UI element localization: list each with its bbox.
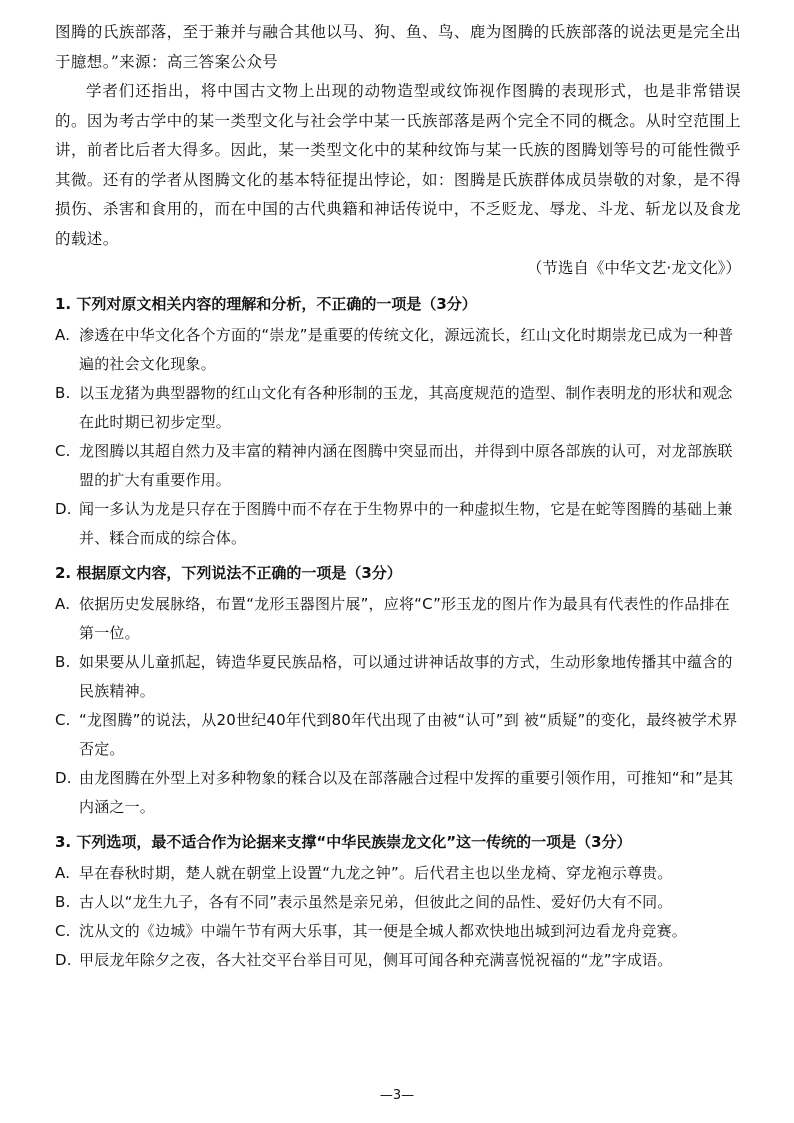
option-key: C. <box>55 921 71 940</box>
page-number: —3— <box>379 1088 415 1103</box>
option-a <box>55 321 741 379</box>
option-key: B. <box>55 892 71 911</box>
option-b <box>55 379 741 437</box>
option-text: 龙图腾以其超自然力及丰富的精神内涵在图腾中突显而出，并得到中原各部族的认可，对龙部族联盟的扩大有重要作用。 <box>79 441 733 489</box>
option-key: A. <box>55 594 71 613</box>
option-a <box>55 859 741 888</box>
question-stem: 3. 下列选项，最不适合作为论据来支撑“中华民族崇龙文化”这一传统的一项是（3分） <box>55 832 632 851</box>
option-key: D. <box>55 768 72 787</box>
option-text: 以玉龙猪为典型器物的红山文化有各种形制的玉龙，其高度规范的造型、制作表明龙的形状和观念在此时期已初步定型。 <box>79 383 733 431</box>
option-a <box>55 590 741 648</box>
option-text: 由龙图腾在外型上对多种物象的糅合以及在部落融合过程中发挥的重要引领作用，可推知“和”是其内涵之一。 <box>79 768 734 816</box>
question-stem: 2. 根据原文内容，下列说法不正确的一项是（3分） <box>55 563 402 582</box>
passage-source: （节选自《中华文艺·龙文化》） <box>526 259 741 277</box>
option-text: 沈从文的《边城》中端午节有两大乐事，其一便是全城人都欢快地出城到河边看龙舟竞赛。 <box>79 921 688 940</box>
question-2 <box>55 559 741 822</box>
option-text: 如果要从儿童抓起，铸造华夏民族品格，可以通过讲神话故事的方式，生动形象地传播其中蕴含的民族精神。 <box>79 652 733 700</box>
option-text: “龙图腾”的说法，从20世纪40年代到80年代出现了由被“认可”到 被“质疑”的变化，最终被学术界否定。 <box>79 710 738 758</box>
option-key: B. <box>55 383 71 402</box>
option-text: 甲辰龙年除夕之夜，各大社交平台举目可见，侧耳可闻各种充满喜悦祝福的“龙”字成语。 <box>79 950 673 969</box>
passage-paragraph-1: 图腾的氏族部落，至于兼并与融合其他以马、狗、鱼、鸟、鹿为图腾的氏族部落的说法更是完全出于臆想。”来源：高三答案公众号 <box>55 23 741 71</box>
passage-paragraph-2: 学者们还指出，将中国古文物上出现的动物造型或纹饰视作图腾的表现形式，也是非常错误的。因为考古学中的某一类型文化与社会学中某一氏族部落是两个完全不同的概念。从时空范围上讲，前者比后者大得多。因此，某一类型文化中的某种纹饰与某一氏族的图腾划等号的可能性微乎其微。还有的学者从图腾文化的基本特征提出悖论，如：图腾是氏族群体成员崇敬的对象，是不得损伤、杀害和食用的，而在中国的古代典籍和神话传说中，不乏贬龙、辱龙、斗龙、斩龙以及食龙的载述。 <box>55 82 741 248</box>
option-d <box>55 764 741 822</box>
option-key: A. <box>55 325 71 344</box>
option-text: 渗透在中华文化各个方面的“崇龙”是重要的传统文化，源远流长，红山文化时期崇龙已成为一种普遍的社会文化现象。 <box>79 325 734 373</box>
option-d <box>55 495 741 553</box>
option-c <box>55 706 741 764</box>
option-text: 古人以“龙生九子，各有不同”表示虽然是亲兄弟，但彼此之间的品性、爱好仍大有不同。 <box>79 892 673 911</box>
question-stem: 1. 下列对原文相关内容的理解和分析，不正确的一项是（3分） <box>55 294 477 313</box>
option-text: 闻一多认为龙是只存在于图腾中而不存在于生物界中的一种虚拟生物，它是在蛇等图腾的基础上兼并、糅合而成的综合体。 <box>79 499 733 547</box>
question-1 <box>55 290 741 553</box>
exam-page <box>55 18 741 975</box>
option-c <box>55 917 741 946</box>
option-text: 早在春秋时期，楚人就在朝堂上设置“九龙之钟”。后代君主也以坐龙椅、穿龙袍示尊贵。 <box>79 863 673 882</box>
option-text: 依据历史发展脉络，布置“龙形玉器图片展”，应将“C”形玉龙的图片作为最具有代表性的作品排在第一位。 <box>79 594 730 642</box>
option-key: C. <box>55 441 71 460</box>
option-b <box>55 648 741 706</box>
option-key: D. <box>55 950 72 969</box>
option-key: D. <box>55 499 72 518</box>
option-d <box>55 946 741 975</box>
option-c <box>55 437 741 495</box>
option-b <box>55 888 741 917</box>
option-key: B. <box>55 652 71 671</box>
question-3 <box>55 828 741 975</box>
option-key: C. <box>55 710 71 729</box>
option-key: A. <box>55 863 71 882</box>
